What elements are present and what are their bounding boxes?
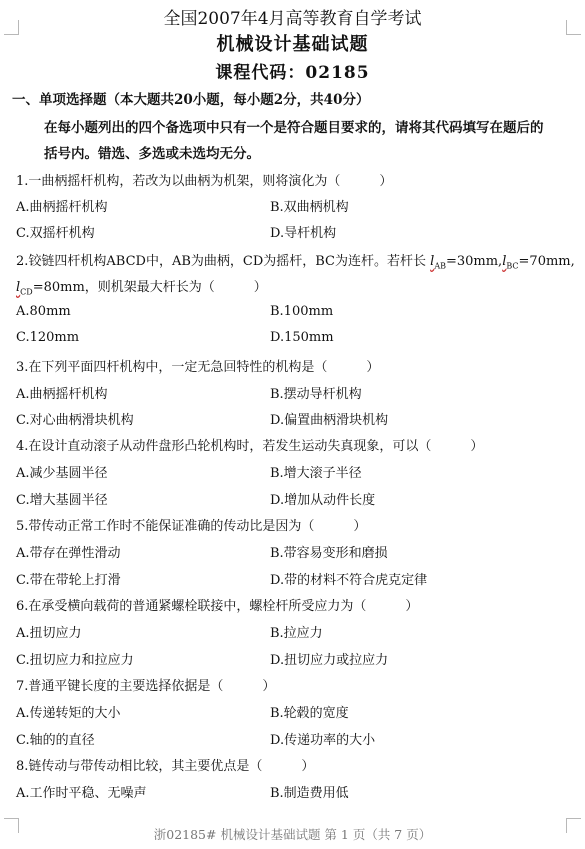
length-symbol: l xyxy=(16,280,21,295)
length-symbol: l xyxy=(430,254,435,269)
question-1-option-a: A.曲柄摇杆机构 xyxy=(16,200,108,215)
question-5-option-c: C.带在带轮上打滑 xyxy=(16,573,121,588)
question-8-option-b: B.制造费用低 xyxy=(270,786,349,801)
question-2-option-c: C.120mm xyxy=(16,330,80,345)
question-7-option-a: A.传递转矩的大小 xyxy=(16,706,121,721)
length-symbol: l xyxy=(502,254,507,269)
length-value: =80mm，则机架最大杆长为（ ） xyxy=(32,280,267,295)
question-4-option-b: B.增大滚子半径 xyxy=(270,466,362,481)
question-2-option-a: A.80mm xyxy=(16,304,71,319)
question-6-option-a: A.扭切应力 xyxy=(16,626,82,641)
question-1-option-d: D.导杆机构 xyxy=(270,226,337,241)
question-5-stem: 5.带传动正常工作时不能保证准确的传动比是因为（ ） xyxy=(16,519,367,534)
length-value: =70mm, xyxy=(518,254,575,269)
question-3-option-d: D.偏置曲柄滑块机构 xyxy=(270,413,389,428)
question-7-stem: 7.普通平键长度的主要选择依据是（ ） xyxy=(16,679,276,694)
length-value: =30mm, xyxy=(445,254,503,269)
question-6-option-c: C.扭切应力和拉应力 xyxy=(16,653,134,668)
instruction-line-1: 在每小题列出的四个备选项中只有一个是符合题目要求的，请将其代码填写在题后的 xyxy=(44,120,544,136)
question-3-stem: 3.在下列平面四杆机构中，一定无急回特性的机构是（ ） xyxy=(16,360,380,375)
question-4-option-d: D.增加从动件长度 xyxy=(270,493,376,508)
question-7-option-b: B.轮毂的宽度 xyxy=(270,706,349,721)
question-3-option-b: B.摆动导杆机构 xyxy=(270,387,362,402)
length-subscript: CD xyxy=(20,287,33,297)
question-3-option-a: A.曲柄摇杆机构 xyxy=(16,387,108,402)
question-8-option-a: A.工作时平稳、无噪声 xyxy=(16,786,147,801)
question-8-stem: 8.链传动与带传动相比较，其主要优点是（ ） xyxy=(16,759,315,774)
question-6-option-d: D.扭切应力或拉应力 xyxy=(270,653,389,668)
question-4-option-c: C.增大基圆半径 xyxy=(16,493,108,508)
question-1-option-b: B.双曲柄机构 xyxy=(270,200,349,215)
question-2-stem xyxy=(16,250,575,271)
question-6-option-b: B.拉应力 xyxy=(270,626,323,641)
question-2-option-b: B.100mm xyxy=(270,304,334,319)
question-7-option-d: D.传递功率的大小 xyxy=(270,733,376,748)
exam-title: 全国2007年4月高等教育自学考试 xyxy=(163,9,422,29)
question-5-option-b: B.带容易变形和磨损 xyxy=(270,546,388,561)
question-2-stem-prefix: 2.铰链四杆机构ABCD中，AB为曲柄，CD为摇杆，BC为连杆。若杆长 xyxy=(16,254,431,269)
question-1-stem: 1.一曲柄摇杆机构，若改为以曲柄为机架，则将演化为（ ） xyxy=(16,174,393,189)
length-subscript: AB xyxy=(434,261,446,271)
course-code: 课程代码：02185 xyxy=(215,63,370,83)
question-6-stem: 6.在承受横向载荷的普通紧螺栓联接中，螺栓杆所受应力为（ ） xyxy=(16,599,419,614)
question-3-option-c: C.对心曲柄滑块机构 xyxy=(16,413,134,428)
question-2-option-d: D.150mm xyxy=(270,330,334,345)
section-title: 一、单项选择题（本大题共20小题，每小题2分，共40分） xyxy=(12,92,370,108)
subject-title: 机械设计基础试题 xyxy=(216,34,369,55)
instruction-line-2: 括号内。错选、多选或未选均无分。 xyxy=(44,146,260,162)
question-1-option-c: C.双摇杆机构 xyxy=(16,226,95,241)
question-4-option-a: A.减少基圆半径 xyxy=(16,466,108,481)
page-footer: 浙02185# 机械设计基础试题 第 1 页（共 7 页） xyxy=(153,827,432,842)
question-5-option-a: A.带存在弹性滑动 xyxy=(16,546,121,561)
question-2-stem-continued xyxy=(16,276,267,297)
question-5-option-d: D.带的材料不符合虎克定律 xyxy=(270,573,428,588)
question-7-option-c: C.轴的的直径 xyxy=(16,733,95,748)
question-4-stem: 4.在设计直动滚子从动件盘形凸轮机构时，若发生运动失真现象，可以（ ） xyxy=(16,439,484,454)
length-subscript: BC xyxy=(506,261,519,271)
